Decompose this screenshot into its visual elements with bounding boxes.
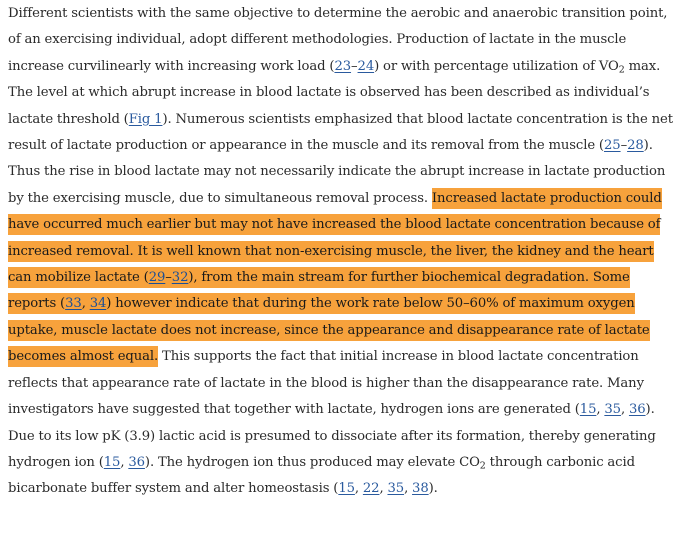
text-segment: max. The level at which abrupt increase in blood lactate is observed has been described as individual’s lactate threshold ( bbox=[8, 58, 661, 127]
text-segment: ). Due to its low pK (3.9) lactic acid is presumed to dissociate after its formation, thereby generating hydrogen ion ( bbox=[8, 402, 656, 470]
text-segment: , bbox=[596, 402, 605, 418]
citation-link-25[interactable]: 25 bbox=[603, 138, 621, 154]
text-segment: , bbox=[354, 481, 363, 497]
body-paragraph bbox=[8, 1, 676, 503]
citation-link-35[interactable]: 35 bbox=[604, 402, 621, 418]
figure-link-fig1[interactable]: Fig 1 bbox=[128, 111, 163, 127]
citation-link-36[interactable]: 36 bbox=[128, 454, 145, 470]
citation-link-35[interactable]: 35 bbox=[387, 481, 405, 497]
text-segment: , bbox=[620, 402, 629, 418]
citation-link-23[interactable]: 23 bbox=[334, 58, 352, 74]
text-segment: , bbox=[404, 481, 413, 497]
citation-link-22[interactable]: 22 bbox=[362, 481, 380, 497]
text-segment: ). Numerous scientists emphasized that blood lactate concentration is the net result of lactate production or appearance in the muscle and its removal from the muscle ( bbox=[8, 111, 673, 154]
highlight-text-segment: , bbox=[81, 296, 90, 312]
citation-link-34[interactable]: 34 bbox=[89, 296, 107, 312]
citation-link-24[interactable]: 24 bbox=[357, 58, 375, 74]
text-segment: – bbox=[620, 138, 628, 154]
text-segment: ). bbox=[428, 481, 438, 497]
highlight-text-segment: ), from the main stream for further biochemical degradation. Some reports ( bbox=[8, 270, 630, 312]
highlighted-passage bbox=[8, 188, 662, 367]
text-segment: – bbox=[351, 58, 358, 74]
citation-link-36[interactable]: 36 bbox=[628, 402, 646, 418]
subscript-2: 2 bbox=[618, 64, 625, 76]
subscript-2: 2 bbox=[479, 460, 486, 472]
text-segment: , bbox=[120, 454, 129, 470]
highlight-text-segment: ) however indicate that during the work rate below 50–60% of maximum oxygen uptake, muscle lactate does not increase, since the appearance and disappearance rate of lactate becomes almost equal. bbox=[8, 296, 650, 365]
citation-link-28[interactable]: 28 bbox=[627, 138, 644, 154]
citation-link-32[interactable]: 32 bbox=[171, 270, 189, 286]
text-segment: ). Thus the rise in blood lactate may not necessarily indicate the abrupt increase in lactate production by the exercising muscle, due to simultaneous removal process. bbox=[8, 138, 666, 206]
text-segment: ). The hydrogen ion thus produced may elevate CO bbox=[144, 454, 480, 470]
text-segment: ) or with percentage utilization of VO bbox=[374, 58, 619, 74]
citation-link-15[interactable]: 15 bbox=[338, 481, 355, 497]
highlight-text-segment: Increased lactate production could have occurred much earlier but may not have increased the blood lactate concentration because of increased removal. It is well known that non-exercising muscle, the liver, the kidney and the heart can mobilize lactate ( bbox=[8, 190, 662, 286]
citation-link-33[interactable]: 33 bbox=[65, 296, 82, 312]
highlight-text-segment: – bbox=[165, 270, 172, 286]
citation-link-38[interactable]: 38 bbox=[412, 481, 429, 497]
text-segment: Different scientists with the same objective to determine the aerobic and anaerobic transition point, of an exercising individual, adopt different methodologies. Production of lactate in the muscle increase curvilinearly with increasing work load ( bbox=[8, 6, 668, 74]
text-segment: This supports the fact that initial increase in blood lactate concentration reflects that appearance rate of lactate in the blood is higher than the disappearance rate. Many investigators have suggested that together with lactate, hydrogen ions are generated ( bbox=[8, 349, 644, 418]
citation-link-29[interactable]: 29 bbox=[148, 270, 166, 286]
citation-link-15[interactable]: 15 bbox=[103, 454, 121, 470]
citation-link-15[interactable]: 15 bbox=[579, 402, 597, 418]
text-segment: through carbonic acid bicarbonate buffer system and alter homeostasis ( bbox=[8, 454, 635, 497]
text-segment: , bbox=[379, 481, 388, 497]
